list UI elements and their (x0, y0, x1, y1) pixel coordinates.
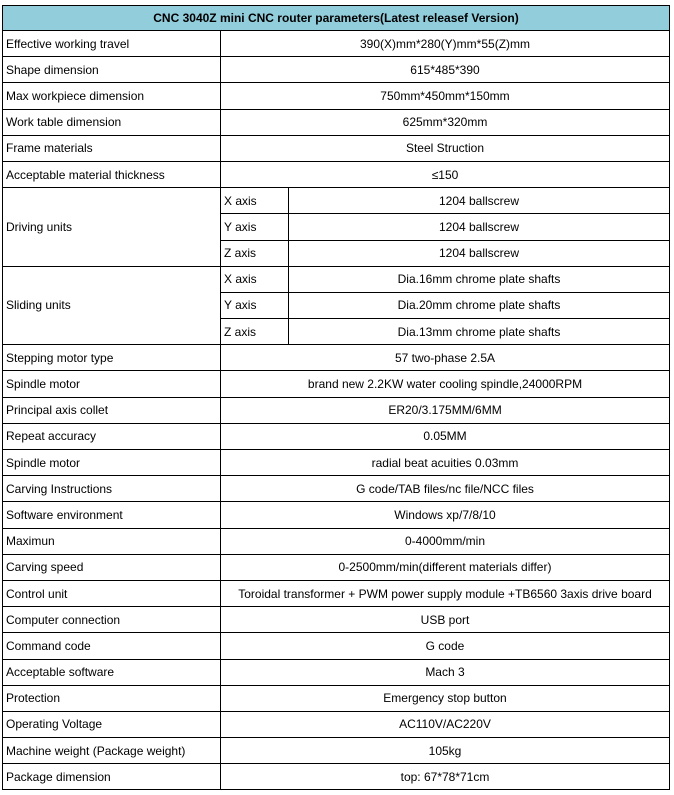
parameter-label: Spindle motor (3, 450, 221, 476)
parameter-value: radial beat acuities 0.03mm (221, 450, 670, 476)
axis-label: Y axis (221, 292, 289, 318)
table-row (3, 659, 670, 685)
parameter-label: Operating Voltage (3, 711, 221, 737)
parameter-value: G code/TAB files/nc file/NCC files (221, 476, 670, 502)
parameter-label: Stepping motor type (3, 345, 221, 371)
table-title: CNC 3040Z mini CNC router parameters(Latest releasef Version) (3, 6, 670, 31)
parameter-value: ≤150 (221, 161, 670, 187)
table-row (3, 633, 670, 659)
parameter-label: Work table dimension (3, 109, 221, 135)
parameter-label: Control unit (3, 580, 221, 606)
parameter-value: Emergency stop button (221, 685, 670, 711)
parameter-label: Carving speed (3, 554, 221, 580)
table-row (3, 685, 670, 711)
table-body (3, 31, 670, 790)
parameter-value: 105kg (221, 738, 670, 764)
table-row (3, 161, 670, 187)
parameter-value: 0-2500mm/min(different materials differ) (221, 554, 670, 580)
parameter-label: Driving units (3, 188, 221, 267)
parameter-value: 750mm*450mm*150mm (221, 83, 670, 109)
parameter-value: Dia.13mm chrome plate shafts (289, 319, 670, 345)
parameter-label: Carving Instructions (3, 476, 221, 502)
table-row (3, 83, 670, 109)
parameter-value: Windows xp/7/8/10 (221, 502, 670, 528)
table-row (3, 31, 670, 57)
parameter-value: brand new 2.2KW water cooling spindle,24000RPM (221, 371, 670, 397)
table-row (3, 476, 670, 502)
parameter-value: 615*485*390 (221, 57, 670, 83)
table-row (3, 135, 670, 161)
parameter-value: 1204 ballscrew (289, 240, 670, 266)
parameter-value: Steel Struction (221, 135, 670, 161)
parameter-label: Computer connection (3, 607, 221, 633)
parameter-value: 0-4000mm/min (221, 528, 670, 554)
table-row (3, 345, 670, 371)
parameter-label: Command code (3, 633, 221, 659)
parameter-label: Protection (3, 685, 221, 711)
table-row (3, 711, 670, 737)
axis-label: X axis (221, 266, 289, 292)
parameter-value: top: 67*78*71cm (221, 764, 670, 790)
table-row (3, 266, 670, 292)
parameter-value: G code (221, 633, 670, 659)
axis-label: X axis (221, 188, 289, 214)
parameter-value: 1204 ballscrew (289, 214, 670, 240)
parameter-label: Package dimension (3, 764, 221, 790)
axis-label: Z axis (221, 319, 289, 345)
parameter-value: 1204 ballscrew (289, 188, 670, 214)
table-row (3, 764, 670, 790)
table-row (3, 607, 670, 633)
table-row (3, 57, 670, 83)
parameter-value: USB port (221, 607, 670, 633)
parameter-value: AC110V/AC220V (221, 711, 670, 737)
parameter-value: Mach 3 (221, 659, 670, 685)
parameter-label: Sliding units (3, 266, 221, 345)
table-row (3, 738, 670, 764)
table-header-row (3, 6, 670, 31)
parameter-value: 390(X)mm*280(Y)mm*55(Z)mm (221, 31, 670, 57)
parameter-label: Machine weight (Package weight) (3, 738, 221, 764)
parameters-table (2, 5, 670, 790)
parameter-label: Shape dimension (3, 57, 221, 83)
parameter-label: Principal axis collet (3, 397, 221, 423)
table-row (3, 371, 670, 397)
table-row (3, 188, 670, 214)
parameter-label: Acceptable material thickness (3, 161, 221, 187)
parameter-value: ER20/3.175MM/6MM (221, 397, 670, 423)
parameter-value: Toroidal transformer + PWM power supply module +TB6560 3axis drive board (221, 580, 670, 606)
parameter-label: Max workpiece dimension (3, 83, 221, 109)
table-row (3, 502, 670, 528)
parameter-label: Frame materials (3, 135, 221, 161)
parameter-value: 0.05MM (221, 423, 670, 449)
table-row (3, 423, 670, 449)
axis-label: Y axis (221, 214, 289, 240)
parameter-label: Spindle motor (3, 371, 221, 397)
parameter-value: Dia.16mm chrome plate shafts (289, 266, 670, 292)
table-row (3, 450, 670, 476)
parameter-value: 625mm*320mm (221, 109, 670, 135)
parameter-label: Maximun (3, 528, 221, 554)
table-row (3, 528, 670, 554)
table-row (3, 109, 670, 135)
parameter-label: Effective working travel (3, 31, 221, 57)
table-row (3, 580, 670, 606)
parameter-label: Acceptable software (3, 659, 221, 685)
parameter-value: Dia.20mm chrome plate shafts (289, 292, 670, 318)
axis-label: Z axis (221, 240, 289, 266)
table-row (3, 397, 670, 423)
parameter-label: Repeat accuracy (3, 423, 221, 449)
parameter-label: Software environment (3, 502, 221, 528)
table-row (3, 554, 670, 580)
parameter-value: 57 two-phase 2.5A (221, 345, 670, 371)
